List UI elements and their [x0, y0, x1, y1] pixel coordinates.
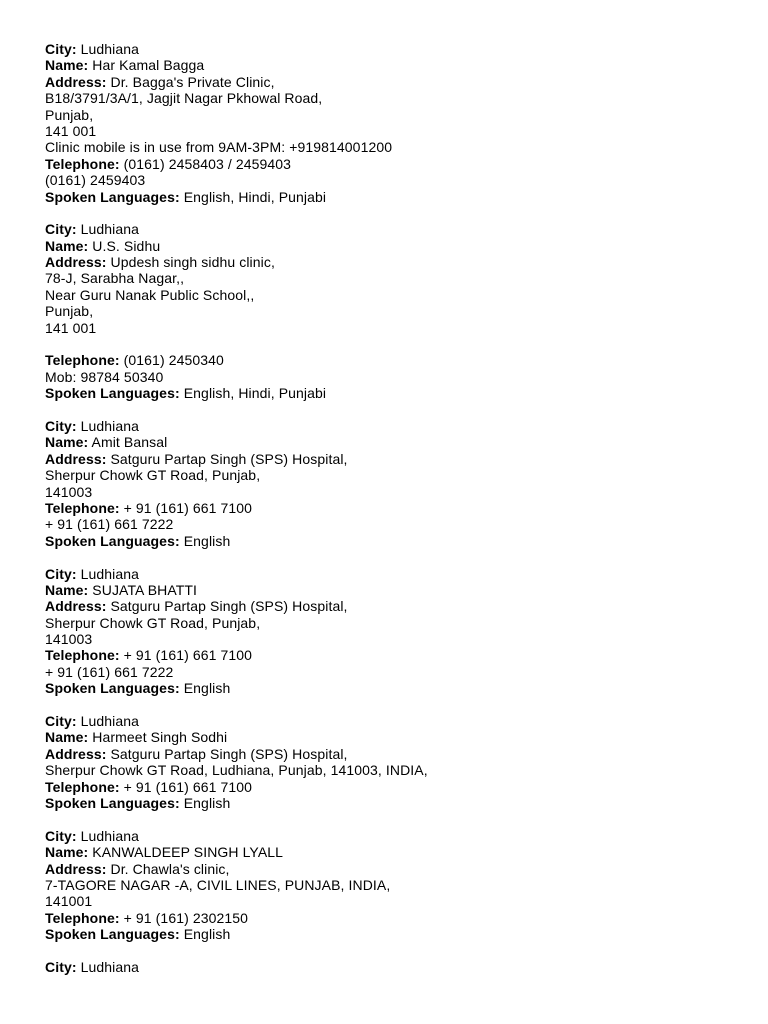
name-line-label: Name:: [45, 434, 89, 451]
city-line-label: City:: [45, 221, 77, 238]
name-line: [45, 57, 745, 73]
spoken-languages-line-label: Spoken Languages:: [45, 926, 180, 943]
telephone-line: [45, 500, 745, 516]
address-line-value: Updesh singh sidhu clinic,: [110, 254, 275, 271]
name-line: [45, 434, 745, 450]
name-line-value: Harmeet Singh Sodhi: [92, 729, 228, 746]
city-line-label: City:: [45, 958, 77, 975]
telephone-line: [45, 779, 745, 795]
spoken-languages-line-value: English: [183, 794, 231, 811]
contact-entry: [45, 828, 745, 943]
address-continuation-line: 141 001: [45, 319, 97, 336]
telephone-line-label: Telephone:: [45, 155, 120, 172]
address-line-value: Satguru Partap Singh (SPS) Hospital,: [110, 450, 348, 467]
telephone-line-label: Telephone:: [45, 499, 120, 516]
city-line: [45, 41, 745, 57]
address-line-label: Address:: [45, 745, 107, 762]
spoken-languages-line: [45, 189, 745, 205]
address-continuation-line: Near Guru Nanak Public School,,: [45, 286, 255, 303]
name-line-label: Name:: [45, 237, 89, 254]
address-line: [45, 598, 745, 614]
name-line: [45, 238, 745, 254]
contact-entry: [45, 566, 745, 697]
name-line: [45, 844, 745, 860]
address-continuation-line: Sherpur Chowk GT Road, Punjab,: [45, 467, 261, 484]
city-line: [45, 418, 745, 434]
city-line-value: Ludhiana: [80, 565, 140, 582]
city-line-value: Ludhiana: [80, 417, 140, 434]
address-line: [45, 451, 745, 467]
address-line-value: Satguru Partap Singh (SPS) Hospital,: [110, 745, 348, 762]
address-continuation-line: 141003: [45, 483, 93, 500]
address-line-label: Address:: [45, 598, 107, 615]
telephone-line: [45, 647, 745, 663]
spoken-languages-line-value: English: [183, 532, 231, 549]
city-line: [45, 959, 745, 975]
name-line-label: Name:: [45, 729, 89, 746]
address-continuation-line: Punjab,: [45, 303, 94, 320]
city-line-value: Ludhiana: [80, 958, 140, 975]
address-line-value: Dr. Chawla's clinic,: [110, 860, 230, 877]
telephone-line-value: + 91 (161) 661 7100: [123, 647, 253, 664]
address-continuation-line: 78-J, Sarabha Nagar,,: [45, 270, 185, 287]
name-line-label: Name:: [45, 844, 89, 861]
name-line-label: Name:: [45, 581, 89, 598]
name-line-value: KANWALDEEP SINGH LYALL: [92, 844, 284, 861]
address-continuation-line: Punjab,: [45, 106, 94, 123]
address-continuation-line: 141003: [45, 631, 93, 648]
telephone-line-value: + 91 (161) 661 7100: [123, 778, 253, 795]
address-line-label: Address:: [45, 860, 107, 877]
contact-entry: [45, 959, 745, 975]
address-continuation-line: B18/3791/3A/1, Jagjit Nagar Pkhowal Road,: [45, 90, 323, 107]
address-continuation-line: 141 001: [45, 122, 97, 139]
telephone-line: [45, 910, 745, 926]
name-line-value: SUJATA BHATTI: [92, 581, 198, 598]
address-continuation-line: 7-TAGORE NAGAR -A, CIVIL LINES, PUNJAB, INDIA,: [45, 876, 391, 893]
telephone-line-value: (0161) 2458403 / 2459403: [123, 155, 292, 172]
address-continuation-line: Sherpur Chowk GT Road, Ludhiana, Punjab, 141003, INDIA,: [45, 762, 428, 779]
telephone-line-label: Telephone:: [45, 647, 120, 664]
telephone-line-label: Telephone:: [45, 909, 120, 926]
city-line-label: City:: [45, 827, 77, 844]
name-line-label: Name:: [45, 57, 89, 74]
telephone-continuation-line: Mob: 98784 50340: [45, 368, 164, 385]
contact-entry: [45, 713, 745, 811]
city-line-value: Ludhiana: [80, 713, 140, 730]
address-line: [45, 746, 745, 762]
spoken-languages-line: [45, 533, 745, 549]
contact-entry: [45, 221, 745, 401]
address-continuation-line: Sherpur Chowk GT Road, Punjab,: [45, 614, 261, 631]
name-line: [45, 582, 745, 598]
telephone-continuation-line: (0161) 2459403: [45, 172, 146, 189]
name-line-value: Har Kamal Bagga: [92, 57, 205, 74]
address-line-value: Satguru Partap Singh (SPS) Hospital,: [110, 598, 348, 615]
city-line-label: City:: [45, 41, 77, 57]
spoken-languages-line: [45, 680, 745, 696]
spoken-languages-line-label: Spoken Languages:: [45, 680, 180, 697]
address-continuation-line: 141001: [45, 893, 93, 910]
spoken-languages-line-label: Spoken Languages:: [45, 532, 180, 549]
address-line: [45, 74, 745, 90]
address-line: [45, 254, 745, 270]
city-line: [45, 713, 745, 729]
spoken-languages-line-value: English: [183, 680, 231, 697]
city-line: [45, 221, 745, 237]
spoken-languages-line: [45, 385, 745, 401]
document-page: [45, 41, 745, 992]
spoken-languages-line-value: English, Hindi, Punjabi: [183, 385, 327, 402]
city-line-value: Ludhiana: [80, 827, 140, 844]
address-continuation-line: Clinic mobile is in use from 9AM-3PM: +919814001200: [45, 139, 393, 156]
telephone-line-label: Telephone:: [45, 352, 120, 369]
telephone-continuation-line: + 91 (161) 661 7222: [45, 663, 174, 680]
spoken-languages-line-label: Spoken Languages:: [45, 385, 180, 402]
spoken-languages-line: [45, 926, 745, 942]
city-line-label: City:: [45, 565, 77, 582]
telephone-line-value: + 91 (161) 2302150: [123, 909, 249, 926]
spoken-languages-line-value: English, Hindi, Punjabi: [183, 188, 327, 205]
address-line: [45, 861, 745, 877]
city-line-value: Ludhiana: [80, 221, 140, 238]
contact-entry: [45, 41, 745, 205]
telephone-line: [45, 352, 745, 368]
telephone-line-value: + 91 (161) 661 7100: [123, 499, 253, 516]
name-line-value: Amit Bansal: [91, 434, 168, 451]
name-line-value: U.S. Sidhu: [92, 237, 161, 254]
address-line-value: Dr. Bagga's Private Clinic,: [110, 73, 275, 90]
telephone-line-value: (0161) 2450340: [123, 352, 224, 369]
contact-entry: [45, 418, 745, 549]
city-line-value: Ludhiana: [80, 41, 140, 57]
spoken-languages-line: [45, 795, 745, 811]
blank-line: [45, 336, 745, 352]
telephone-continuation-line: + 91 (161) 661 7222: [45, 516, 174, 533]
address-line-label: Address:: [45, 73, 107, 90]
telephone-line: [45, 156, 745, 172]
spoken-languages-line-label: Spoken Languages:: [45, 188, 180, 205]
address-line-label: Address:: [45, 450, 107, 467]
city-line-label: City:: [45, 417, 77, 434]
city-line-label: City:: [45, 713, 77, 730]
city-line: [45, 828, 745, 844]
spoken-languages-line-value: English: [183, 926, 231, 943]
spoken-languages-line-label: Spoken Languages:: [45, 794, 180, 811]
telephone-line-label: Telephone:: [45, 778, 120, 795]
city-line: [45, 566, 745, 582]
address-line-label: Address:: [45, 254, 107, 271]
name-line: [45, 729, 745, 745]
